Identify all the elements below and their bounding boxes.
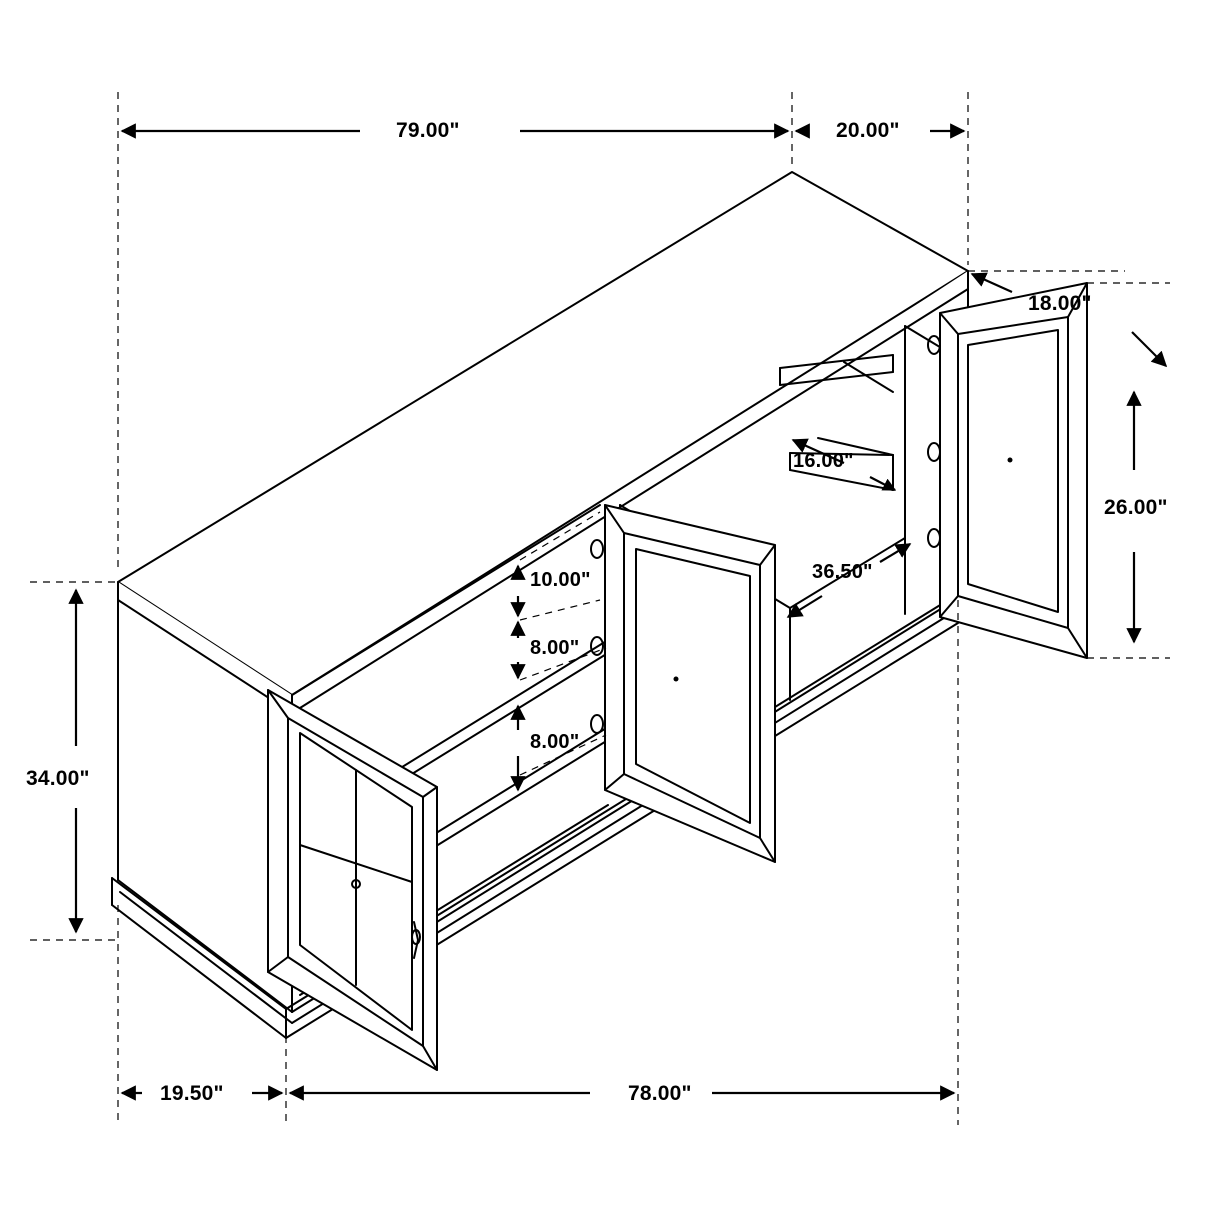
dimension-label-top-width: 79.00" <box>396 119 460 142</box>
dimension-label-overall-height: 34.00" <box>26 767 90 790</box>
hinge-left-upper <box>591 540 603 558</box>
dimension-label-lower-gap: 8.00" <box>530 731 580 753</box>
dimension-label-door-depth: 18.00" <box>1028 292 1092 315</box>
door-right-outer <box>940 283 1087 658</box>
dimension-label-upper-gap: 10.00" <box>530 569 591 591</box>
plinth-left-top <box>112 878 286 1009</box>
dimension-label-side-height: 26.00" <box>1104 496 1168 519</box>
case-left-bottom <box>118 880 292 1012</box>
dimline-18-b <box>1132 332 1166 366</box>
cabinet-body <box>112 172 1087 1070</box>
dimline-18-a <box>972 274 1012 292</box>
plinth-left-bottom <box>112 905 286 1038</box>
hinge-left-lower <box>591 715 603 733</box>
hinge-right-lower <box>928 529 940 547</box>
door-right-knob <box>1008 458 1013 463</box>
dimension-label-shelf-depth: 16.00" <box>793 450 854 472</box>
dimension-label-middle-gap: 8.00" <box>530 637 580 659</box>
ext-gap-a <box>520 600 600 620</box>
dimension-label-base-left: 19.50" <box>160 1082 224 1105</box>
top-panel <box>118 172 968 695</box>
hinge-right-mid <box>928 443 940 461</box>
door-center-knob <box>674 677 679 682</box>
plinth-bead-left <box>120 892 292 1023</box>
dimension-label-top-depth: 20.00" <box>836 119 900 142</box>
dimension-label-base-width: 78.00" <box>628 1082 692 1105</box>
dimension-label-interior-width: 36.50" <box>812 561 873 583</box>
